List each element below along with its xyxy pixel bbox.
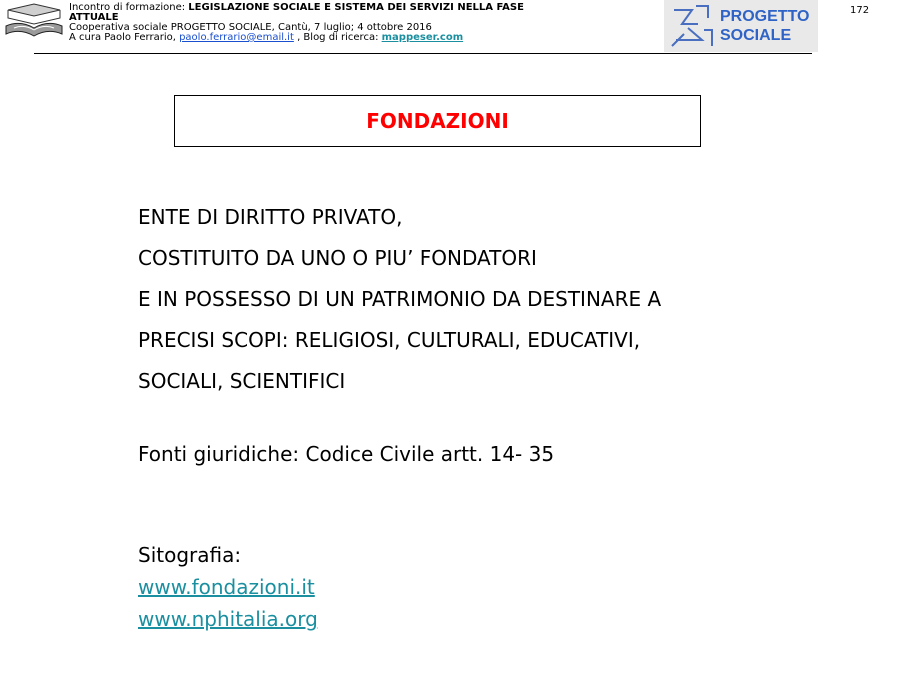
header-event-title: LEGISLAZIONE SOCIALE E SISTEMA DEI SERVIZI NELLA FASE xyxy=(188,2,524,13)
legal-sources: Fonti giuridiche: Codice Civile artt. 14- 35 xyxy=(138,442,555,466)
slide-header xyxy=(69,3,629,43)
logo-word-1: PROGETTO xyxy=(720,8,810,25)
header-organizer: Cooperativa sociale PROGETTO SOCIALE, Cantù, 7 luglio; 4 ottobre 2016 xyxy=(69,22,432,33)
author-email-link[interactable]: paolo.ferrario@email.it xyxy=(179,32,294,43)
header-author-line xyxy=(69,33,629,43)
header-divider xyxy=(34,53,812,54)
definition-line: E IN POSSESSO DI UN PATRIMONIO DA DESTINARE A xyxy=(138,287,662,311)
definition-line: COSTITUITO DA UNO O PIU’ FONDATORI xyxy=(138,246,537,270)
page-number: 172 xyxy=(850,5,870,16)
title-box xyxy=(174,95,701,147)
progetto-sociale-logo xyxy=(664,0,818,52)
header-event-line xyxy=(69,3,629,13)
logo-word-2: SOCIALE xyxy=(720,27,792,44)
logo-mark-icon xyxy=(668,0,722,52)
logo-wordmark xyxy=(720,7,810,45)
definition-block xyxy=(138,197,661,402)
blog-link[interactable]: mappeser.com xyxy=(381,32,464,43)
sitografia-block xyxy=(138,539,318,635)
slide-title: FONDAZIONI xyxy=(366,109,509,133)
nphitalia-link[interactable]: www.nphitalia.org xyxy=(138,607,318,631)
sitografia-label: Sitografia: xyxy=(138,543,242,567)
definition-line: ENTE DI DIRITTO PRIVATO, xyxy=(138,205,403,229)
header-author: A cura Paolo Ferrario, xyxy=(69,32,180,43)
organization-logo xyxy=(4,2,64,40)
definition-line: PRECISI SCOPI: RELIGIOSI, CULTURALI, EDUCATIVI, xyxy=(138,328,641,352)
definition-line: SOCIALI, SCIENTIFICI xyxy=(138,369,346,393)
header-event-prefix: Incontro di formazione: xyxy=(69,2,189,13)
header-blog-label: , Blog di ricerca: xyxy=(293,32,382,43)
header-event-title-cont: ATTUALE xyxy=(69,12,119,23)
fondazioni-link[interactable]: www.fondazioni.it xyxy=(138,575,315,599)
